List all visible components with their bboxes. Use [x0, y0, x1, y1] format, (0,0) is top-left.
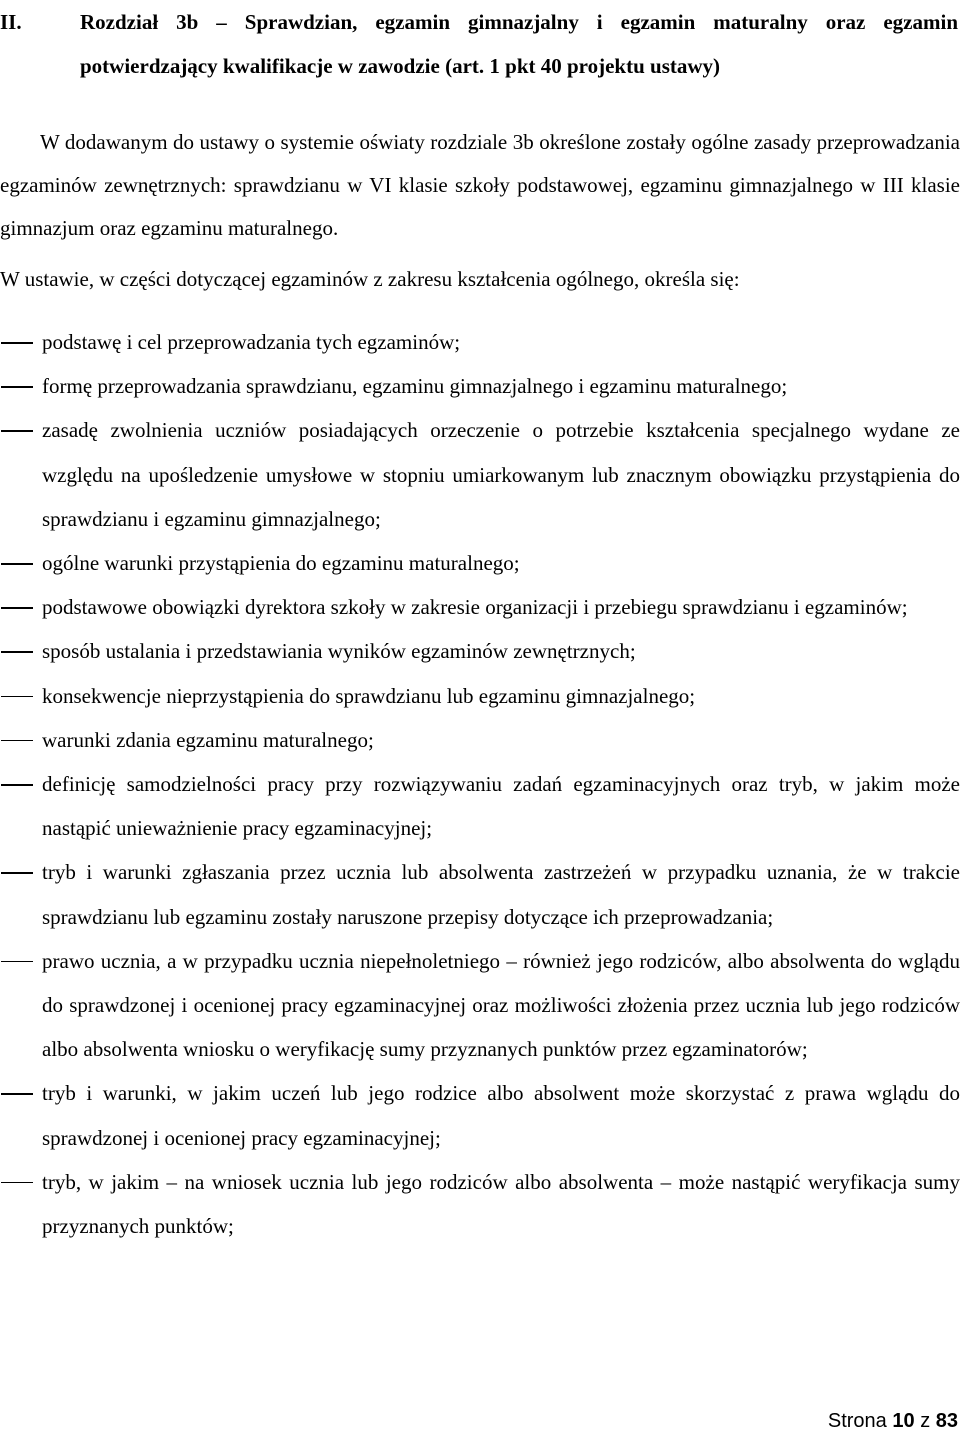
list-item	[0, 585, 960, 629]
current-page-number: 10	[892, 1410, 915, 1432]
page-label: Strona	[827, 1410, 887, 1432]
intro-paragraph: W dodawanym do ustawy o systemie oświaty rozdziale 3b określone zostały ogólne zasady przeprowadzania egzaminów zewnętrznych: sprawdzianu w VI klasie szkoły podstawowej, egzaminu gimnazjalnego w III klasie gimnazjum oraz egzaminu maturalnego.	[0, 130, 960, 240]
list-item-text: tryb i warunki, w jakim uczeń lub jego rodzice albo absolwent może skorzystać z prawa wglądu do sprawdzonej i ocenionej pracy egzaminacyjnej;	[42, 1081, 960, 1150]
list-item-text: ogólne warunki przystąpienia do egzaminu maturalnego;	[42, 551, 520, 576]
total-pages-number: 83	[935, 1410, 958, 1432]
list-item	[0, 718, 960, 762]
list-item	[0, 1160, 960, 1248]
list-item-text: zasadę zwolnienia uczniów posiadających orzeczenie o potrzebie kształcenia specjalnego wydane ze względu na upośledzenie umysłowe w stopniu umiarkowanym lub znacznym obowiązku przystąpienia do sprawdzianu i egzaminu gimnazjalnego;	[42, 418, 960, 531]
list-item	[0, 939, 960, 1072]
section-number: II.	[0, 10, 22, 34]
list-item	[0, 320, 960, 364]
list-item-text: formę przeprowadzania sprawdzianu, egzaminu gimnazjalnego i egzaminu maturalnego;	[42, 374, 788, 399]
section-title: Rozdział 3b – Sprawdzian, egzamin gimnazjalny i egzamin maturalny oraz egzamin potwierdzający kwalifikacje w zawodzie (art. 1 pkt 40 projektu ustawy)	[80, 10, 958, 78]
page-separator: z	[920, 1410, 931, 1432]
list-item-text: prawo ucznia, a w przypadku ucznia niepełnoletniego – również jego rodziców, albo absolwenta do wglądu do sprawdzonej i ocenionej pracy egzaminacyjnej oraz możliwości złożenia przez ucznia lub jego rodziców albo absolwenta wniosku o weryfikację sumy przyznanych punktów przez egzaminatorów;	[42, 948, 960, 1062]
list-item	[0, 541, 960, 585]
list-item-text: tryb i warunki zgłaszania przez ucznia lub absolwenta zastrzeżeń w przypadku uznania, że w trakcie sprawdzianu lub egzaminu zostały naruszone przepisy dotyczące ich przeprowadzania;	[42, 860, 960, 929]
lead-sentence: W ustawie, w części dotyczącej egzaminów z zakresu kształcenia ogólnego, określa się:	[0, 267, 740, 291]
provisions-list	[0, 320, 960, 1248]
list-item	[0, 1071, 960, 1159]
list-item-text: definicję samodzielności pracy przy rozwiązywaniu zadań egzaminacyjnych oraz tryb, w jakim może nastąpić unieważnienie pracy egzaminacyjnej;	[42, 772, 960, 841]
list-item-text: konsekwencje nieprzystąpienia do sprawdzianu lub egzaminu gimnazjalnego;	[42, 683, 696, 708]
list-item	[0, 850, 960, 938]
page-footer	[828, 1408, 958, 1434]
list-item	[0, 408, 960, 541]
list-item	[0, 364, 960, 408]
list-item-text: warunki zdania egzaminu maturalnego;	[42, 727, 374, 752]
list-item-text: sposób ustalania i przedstawiania wyników egzaminów zewnętrznych;	[42, 639, 636, 664]
list-item	[0, 629, 960, 673]
list-item-text: tryb, w jakim – na wniosek ucznia lub jego rodziców albo absolwenta – może nastąpić weryfikacja sumy przyznanych punktów;	[42, 1169, 960, 1239]
list-item-text: podstawowe obowiązki dyrektora szkoły w zakresie organizacji i przebiegu sprawdzianu i egzaminów;	[42, 595, 908, 620]
list-item	[0, 762, 960, 850]
list-item	[0, 674, 960, 718]
list-item-text: podstawę i cel przeprowadzania tych egzaminów;	[42, 330, 461, 354]
